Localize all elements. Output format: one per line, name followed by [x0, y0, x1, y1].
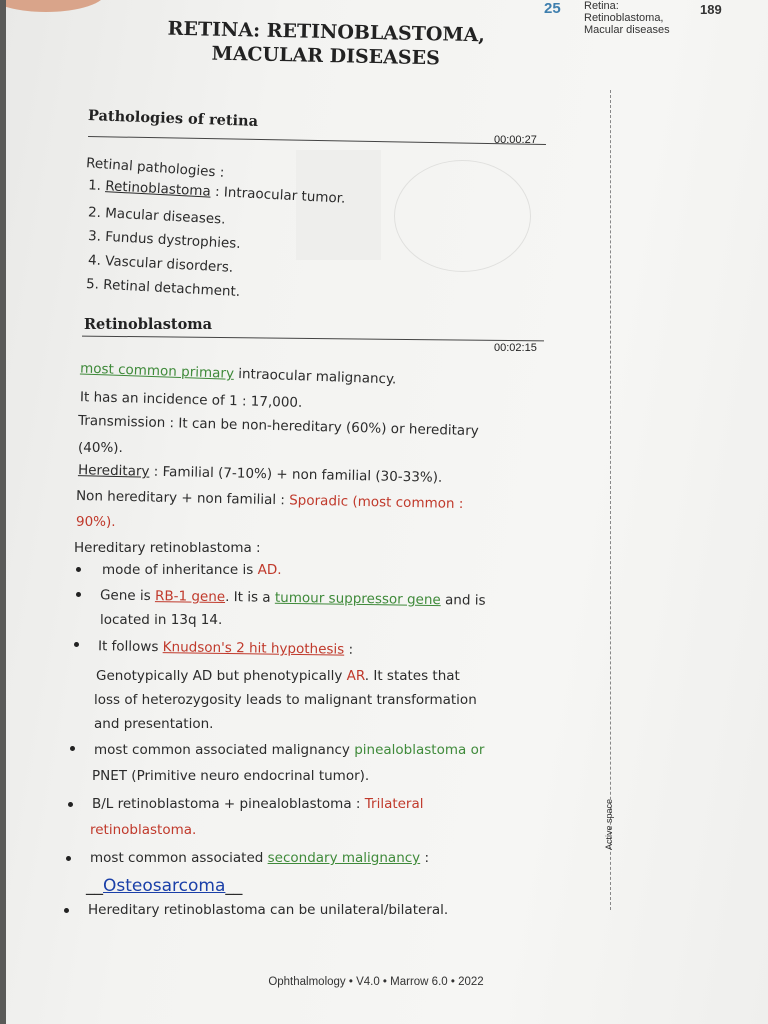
text-line: (40%).	[78, 440, 123, 456]
active-space-label: Active space	[604, 798, 614, 850]
section-heading-retinoblastoma: Retinoblastoma	[84, 316, 213, 333]
text-line: loss of heterozygosity leads to malignant transformation	[94, 692, 477, 708]
text-line: most common associated malignancy pinealoblastoma or	[94, 742, 485, 758]
timestamp: 00:00:27	[494, 134, 537, 146]
chapter-number: 25	[544, 0, 561, 17]
list-item: 4. Vascular disorders.	[87, 252, 234, 276]
bullet	[70, 746, 75, 751]
timestamp: 00:02:15	[494, 342, 537, 354]
text-line: most common primary intraocular malignancy.	[79, 360, 397, 388]
list-item: 1. Retinoblastoma : Intraocular tumor.	[87, 177, 346, 207]
section-heading-pathologies: Pathologies of retina	[87, 107, 259, 130]
bullet	[76, 567, 81, 572]
handwritten-answer: __Osteosarcoma__	[86, 876, 243, 896]
text-line: retinoblastoma.	[90, 822, 197, 838]
chapter-subtitle: Retina: Retinoblastoma, Macular diseases	[584, 0, 670, 36]
list-item: 2. Macular diseases.	[87, 204, 226, 228]
margin-divider	[610, 90, 611, 910]
bullet	[74, 642, 79, 647]
bullet	[64, 908, 69, 913]
text-line: It follows Knudson's 2 hit hypothesis :	[97, 638, 354, 658]
bullet	[76, 592, 81, 597]
text-line: Transmission : It can be non-hereditary (60%) or hereditary	[77, 412, 479, 440]
list-item: 5. Retinal detachment.	[85, 275, 241, 301]
page-title: RETINA: RETINOBLASTOMA, MACULAR DISEASES	[167, 17, 486, 70]
bullet	[68, 802, 73, 807]
section-divider	[82, 336, 544, 342]
finger-shadow	[6, 0, 106, 12]
text-line: Hereditary retinoblastoma can be unilateral/bilateral.	[88, 902, 449, 918]
text-line: and presentation.	[94, 716, 214, 732]
text-line: B/L retinoblastoma + pinealoblastoma : Trilateral	[92, 796, 424, 812]
text-line: most common associated secondary malignancy :	[90, 850, 430, 866]
section-divider	[88, 136, 546, 145]
text-line: mode of inheritance is AD.	[102, 562, 282, 578]
text-line: PNET (Primitive neuro endocrinal tumor).	[92, 768, 370, 784]
page-number: 189	[700, 2, 722, 17]
text-line: Hereditary : Familial (7-10%) + non familial (30-33%).	[77, 462, 443, 486]
text-line: Retinal pathologies :	[85, 155, 225, 181]
text-line: 90%).	[76, 514, 116, 530]
show-through-eye-diagram	[394, 160, 531, 272]
list-item: 3. Fundus dystrophies.	[87, 228, 242, 252]
text-line: Non hereditary + non familial : Sporadic (most common :	[75, 487, 464, 513]
text-line: It has an incidence of 1 : 17,000.	[79, 389, 303, 411]
text-line: Gene is RB-1 gene. It is a tumour suppressor gene and is	[99, 587, 486, 609]
bullet	[66, 856, 71, 861]
text-line: Genotypically AD but phenotypically AR. It states that	[96, 668, 460, 684]
notebook-page	[6, 0, 768, 1024]
page-footer: Ophthalmology • V4.0 • Marrow 6.0 • 2022	[268, 976, 484, 988]
text-line: located in 13q 14.	[100, 612, 223, 628]
text-line: Hereditary retinoblastoma :	[74, 540, 261, 556]
